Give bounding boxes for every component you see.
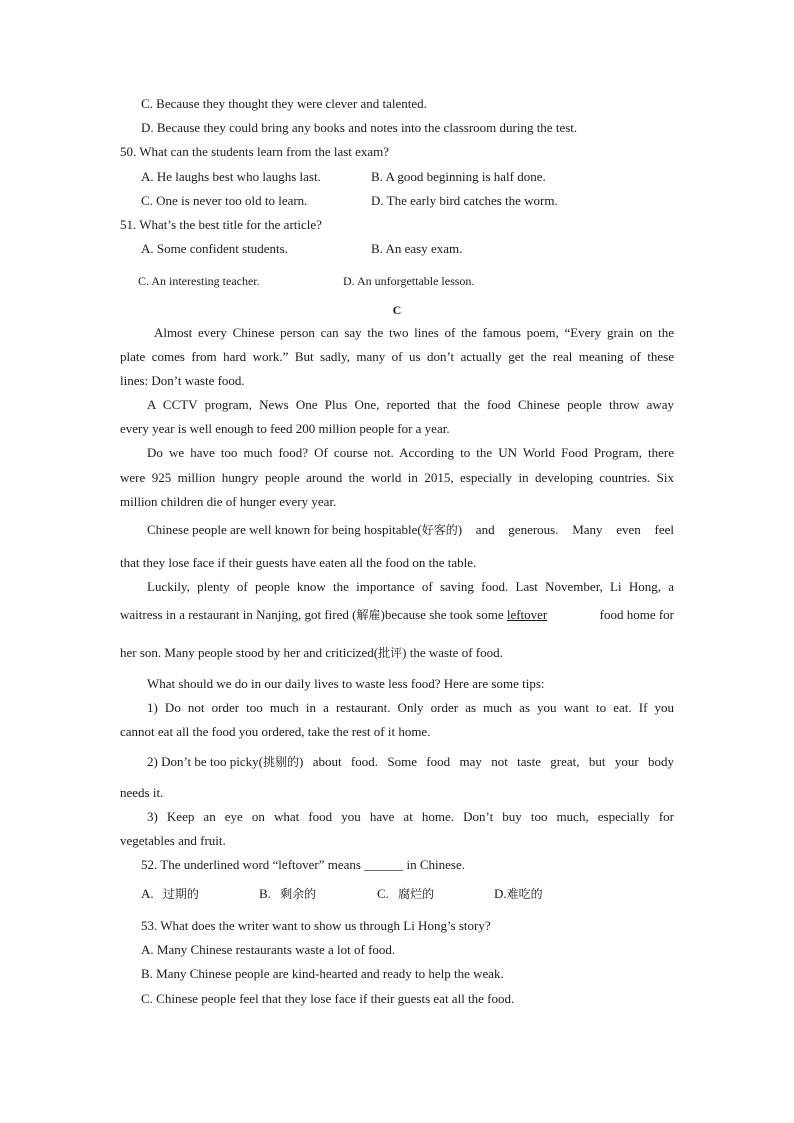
passage-line: A CCTV program, News One Plus One, reported that the food Chinese people throw away [147,397,674,412]
passage-line: Do we have too much food? Of course not. According to the UN World Food Program, there [147,445,674,460]
q49-option-c: C. Because they thought they were clever and talented. [141,96,427,111]
passage-text: )because she took some [380,607,507,622]
tip-line: 3) Keep an eye on what food you have at home. Don’t buy too much, especially for [147,809,674,824]
option-label: A. [141,886,154,901]
option-text: 腐烂的 [398,887,435,901]
q53-option-c: C. Chinese people feel that they lose face if their guests eat all the food. [141,991,515,1006]
q49-option-d: D. Because they could bring any books and notes into the classroom during the test. [141,120,578,135]
q52-option-c [377,886,434,902]
q51-option-d: D. An unforgettable lesson. [343,274,475,288]
passage-text: Chinese people are well known for being hospitable( [147,522,422,537]
passage-line: that they lose face if their guests have eaten all the food on the table. [120,555,477,570]
answer-blank: ______ [364,857,404,872]
passage-text: ) and generous. Many even feel [457,522,674,537]
gloss-chinese: 好客的 [421,523,458,537]
option-label: D. [494,886,507,901]
tip-line [147,754,674,770]
passage-line [120,607,674,623]
passage-line [120,645,503,661]
option-text: 难吃的 [506,887,543,901]
passage-line: were 925 million hungry people around the world in 2015, especially in developing countries. Six [120,470,674,485]
underlined-word: leftover [506,607,548,622]
tip-line: cannot eat all the food you ordered, take the rest of it home. [120,724,431,739]
tip-line: needs it. [120,785,164,800]
gloss-chinese: 挑剔的 [263,755,300,769]
option-label: C. [377,886,389,901]
passage-line: lines: Don’t waste food. [120,373,245,388]
passage-line: plate comes from hard work.” But sadly, many of us don’t actually get the real meaning of these [120,349,674,364]
passage-text: 2) Don’t be too picky( [147,754,264,769]
option-label: B. [259,886,271,901]
passage-text: ) about food. Some food may not taste great, but your body [299,754,674,769]
passage-text: ) the waste of food. [402,645,503,660]
option-text: 过期的 [162,887,199,901]
q53-stem: 53. What does the writer want to show us through Li Hong’s story? [141,918,491,933]
q51-option-a: A. Some confident students. [141,241,288,256]
gloss-chinese: 解雇 [356,608,381,622]
q50-stem: 50. What can the students learn from the last exam? [120,144,390,159]
q50-option-a: A. He laughs best who laughs last. [141,169,321,184]
passage-text: her son. Many people stood by her and criticized( [120,645,379,660]
q52-option-a [141,886,199,902]
q52-option-d [494,886,543,902]
q52-option-b [259,886,316,902]
q53-option-a: A. Many Chinese restaurants waste a lot of food. [141,942,396,957]
q52-stem [141,857,465,873]
q53-option-b: B. Many Chinese people are kind-hearted and ready to help the weak. [141,966,504,981]
q50-option-b: B. A good beginning is half done. [371,169,546,184]
passage-text: food home for [596,607,674,622]
q52-stem-text: in Chinese. [403,857,465,872]
passage-line: million children die of hunger every year. [120,494,337,509]
passage-line: What should we do in our daily lives to waste less food? Here are some tips: [147,676,545,691]
gloss-chinese: 批评 [378,646,403,660]
q52-stem-text: 52. The underlined word “leftover” means [141,857,365,872]
passage-line [147,522,674,538]
tip-line: 1) Do not order too much in a restaurant. Only order as much as you want to eat. If you [147,700,674,715]
q51-option-c: C. An interesting teacher. [138,274,260,288]
q50-option-c: C. One is never too old to learn. [141,193,308,208]
passage-line: every year is well enough to feed 200 million people for a year. [120,421,450,436]
q50-option-d: D. The early bird catches the worm. [371,193,558,208]
passage-text: waitress in a restaurant in Nanjing, got fired ( [120,607,357,622]
q51-stem: 51. What’s the best title for the article? [120,217,322,232]
section-heading: C [392,303,402,317]
tip-line: vegetables and fruit. [120,833,226,848]
option-text: 剩余的 [280,887,317,901]
passage-line: Luckily, plenty of people know the importance of saving food. Last November, Li Hong, a [147,579,674,594]
passage-line: Almost every Chinese person can say the two lines of the famous poem, “Every grain on the [154,325,674,340]
q51-option-b: B. An easy exam. [371,241,463,256]
